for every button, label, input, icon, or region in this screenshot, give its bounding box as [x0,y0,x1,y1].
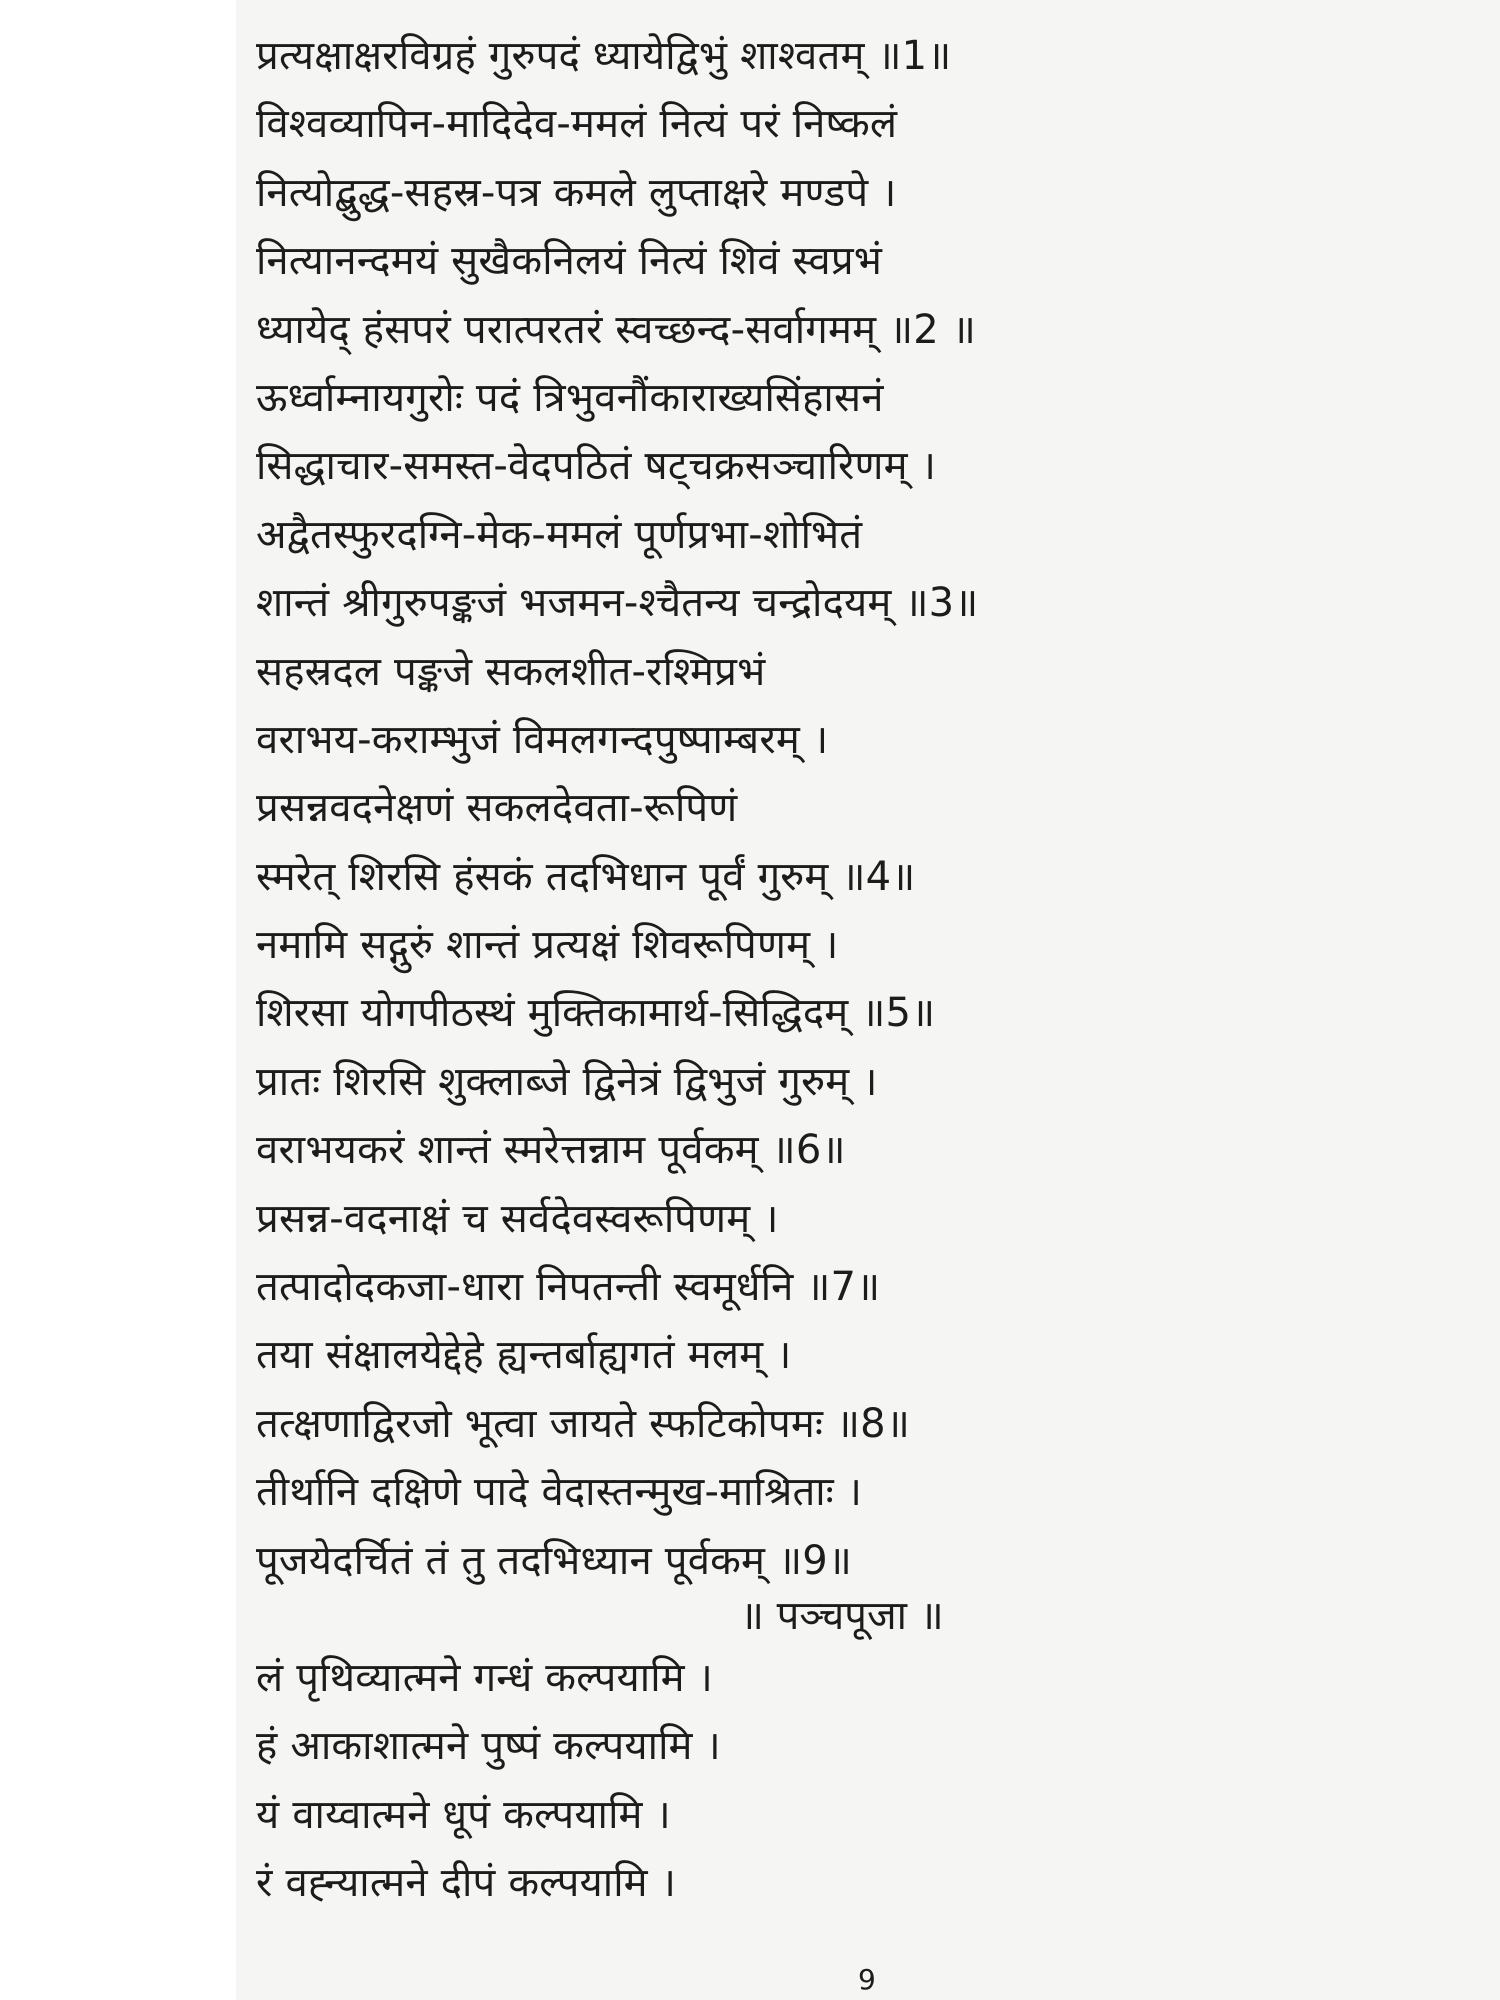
verse-line: तत्पादोदकजा-धारा निपतन्ती स्वमूर्धनि ॥7॥ [256,1264,881,1311]
verse-line: पूजयेदर्चितं तं तु तदभिध्यान पूर्वकम् ॥9॥ [256,1537,853,1584]
section-title: ॥ पञ्चपूजा ॥ [740,1593,944,1639]
verse-line: तया संक्षालयेद्देहे ह्यन्तर्बाह्यगतं मलम् । [256,1332,792,1379]
verse-line: सहस्रदल पङ्कजे सकलशीत-रश्मिप्रभं [256,648,766,695]
verse-line: ध्यायेद् हंसपरं परात्परतरं स्वच्छन्द-सर्वागमम् ॥2 ॥ [256,306,977,353]
verse-line: प्रसन्न-वदनाक्षं च सर्वदेवस्वरूपिणम् । [256,1195,779,1242]
puja-line: लं पृथिव्यात्मने गन्धं कल्पयामि । [256,1655,714,1701]
puja-block [256,1644,1356,1918]
puja-line: हं आकाशात्मने पुष्पं कल्पयामि । [256,1723,721,1770]
verse-line: अद्वैतस्फुरदग्नि-मेक-ममलं पूर्णप्रभा-शोभितं [256,511,863,558]
verse-line: शिरसा योगपीठस्थं मुक्तिकामार्थ-सिद्धिदम् ॥5॥ [256,990,936,1037]
verse-line: प्रसन्नवदनेक्षणं सकलदेवता-रूपिणं [256,785,738,832]
verse-line: प्रत्यक्षाक्षरविग्रहं गुरुपदं ध्यायेद्विभुं शाश्वतम् ॥1॥ [256,33,952,79]
page-number: 9 [858,1963,876,1996]
verse-line: स्मरेत् शिरसि हंसकं तदभिधान पूर्वं गुरुम् ॥4॥ [256,853,916,900]
verse-line: नित्योद्बुद्ध-सहस्र-पत्र कमले लुप्ताक्षरे मण्डपे । [256,169,897,216]
verse-line: शान्तं श्रीगुरुपङ्कजं भजमन-श्चैतन्य चन्द्रोदयम् ॥3॥ [256,580,979,627]
verse-line: विश्वव्यापिन-मादिदेव-ममलं नित्यं परं निष्कलं [256,101,898,148]
verse-line: तीर्थानि दक्षिणे पादे वेदास्तन्मुख-माश्रिताः । [256,1469,863,1516]
verse-line: सिद्धाचार-समस्त-वेदपठितं षट्चक्रसञ्चारिणम् । [256,443,937,490]
puja-line: रं वह्न्यात्मने दीपं कल्पयामि । [256,1860,677,1907]
verse-line: वराभय-कराम्भुजं विमलगन्दपुष्पाम्बरम् । [256,716,829,763]
verse-line: प्रातः शिरसि शुक्लाब्जे द्विनेत्रं द्विभुजं गुरुम् । [256,1058,878,1105]
verse-block [256,22,1356,1595]
verse-line: तत्क्षणाद्विरजो भूत्वा जायते स्फटिकोपमः ॥8॥ [256,1400,910,1447]
verse-line: नमामि सद्गुरुं शान्तं प्रत्यक्षं शिवरूपिणम् । [256,922,839,969]
verse-line: वराभयकरं शान्तं स्मरेत्तन्नाम पूर्वकम् ॥6॥ [256,1127,846,1174]
verse-line: नित्यानन्दमयं सुखैकनिलयं नित्यं शिवं स्वप्रभं [256,238,883,285]
puja-line: यं वाय्वात्मने धूपं कल्पयामि । [256,1791,671,1838]
verse-line: ऊर्ध्वाम्नायगुरोः पदं त्रिभुवनौंकाराख्यसिंहासनं [256,374,884,421]
